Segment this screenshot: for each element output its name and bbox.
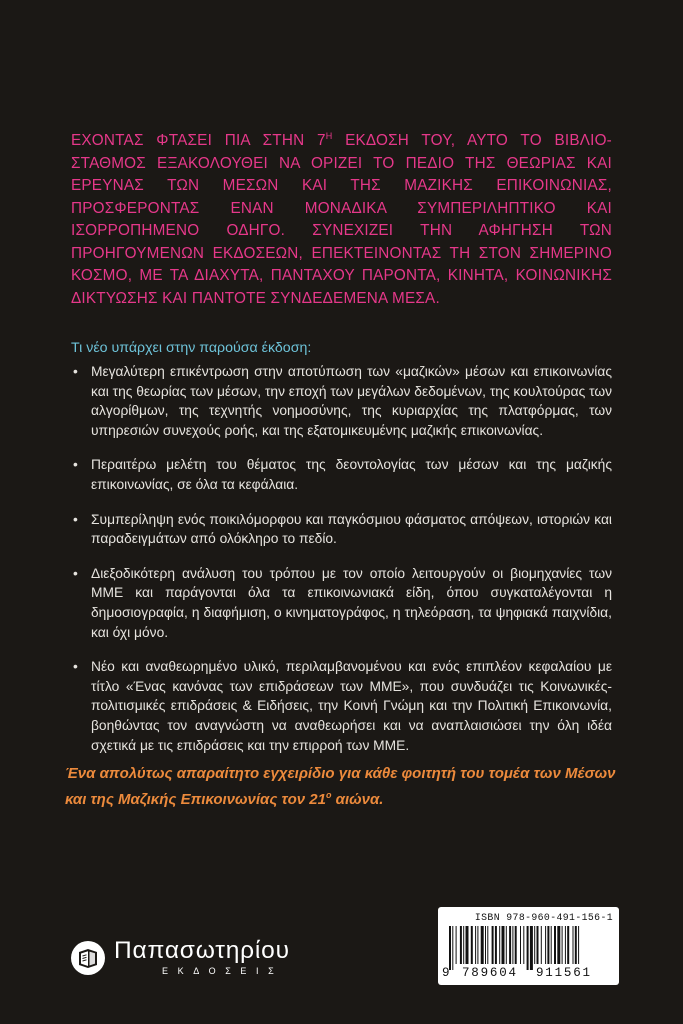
list-item-text: Μεγαλύτερη επικέντρωση στην αποτύπωση των «μαζικών» μέσων και επικοινωνίας και της θεωρίας των μέσων, την εποχή των μεγάλων δεδομένων, της κουλτούρας των αλγορίθμων, της τεχνητής νοημοσύνης, της κυριαρχίας της πλατφόρμας, των υπηρεσιών συνεχούς ροής, και της εξατομικευμένης μαζικής επικοινωνίας. <box>91 364 612 438</box>
barcode-panel <box>438 907 619 985</box>
barcode-digits-left: 789604 <box>462 966 518 980</box>
list-item <box>71 564 612 642</box>
isbn-label: ISBN 978-960-491-156-1 <box>474 912 613 923</box>
intro-superscript: Η <box>325 131 333 141</box>
tagline-text-a: και της Μαζικής Επικοινωνίας τον 21 <box>65 790 326 808</box>
tagline-text-b: αιώνα. <box>331 790 384 808</box>
list-item <box>71 657 612 755</box>
bullet-icon: • <box>73 565 78 581</box>
publisher-subtitle: ΕΚΔΟΣΕΙΣ <box>162 966 284 976</box>
tagline-line-1: Ένα απολύτως απαραίτητο εγχειρίδιο για κάθε φοιτητή του τομέα των Μέσων <box>65 765 616 782</box>
bullet-icon: • <box>73 364 78 379</box>
list-item-text: Διεξοδικότερη ανάλυση του τρόπου με τον οποίο λειτουργούν οι βιομηχανίες των ΜΜΕ και παράγονται όλα τα επικοινωνιακά είδη, όπου συγκαταλέγονται η δημοσιογραφία, η διαφήμιση, ο κινηματογράφος, η τηλεόραση, τα ψηφιακά παιχνίδια, και όχι μόνο. <box>91 565 612 640</box>
list-item-text: Συμπερίληψη ενός ποικιλόμορφου και παγκόσμιου φάσματος απόψεων, ιστοριών και παραδειγμάτων από ολόκληρο το πεδίο. <box>91 511 612 547</box>
book-circle-icon <box>70 940 106 976</box>
list-item-text: Νέο και αναθεωρημένο υλικό, περιλαμβανομένου και ενός επιπλέον κεφαλαίου με τίτλο «Ένας κανόνας των επιδράσεων των ΜΜΕ», που συνδυάζει τις Κοινωνικές-πολιτισμικές επιδράσεις & Ειδήσεις, την Κοινή Γνώμη και την Πολιτική Επικοινωνία, βοηθώντας τον αναγνώστη να αναθεωρήσει και να αναπλαισιώσει την όλη ιδέα σχετικά με τις επιδράσεις και την επιρροή των ΜΜΕ. <box>91 659 612 753</box>
bullet-icon: • <box>73 457 78 473</box>
barcode-graphic <box>448 926 611 970</box>
barcode-digit-first: 9 <box>442 966 450 980</box>
list-item <box>71 362 612 440</box>
list-item <box>71 455 612 494</box>
list-item <box>71 510 612 549</box>
publisher-name: Παπασωτηρίου <box>114 937 290 964</box>
barcode-digits-right: 911561 <box>536 966 592 980</box>
bullet-icon: • <box>73 659 78 675</box>
tagline <box>65 763 625 810</box>
publisher-logo <box>70 936 320 986</box>
bullet-icon: • <box>73 511 78 527</box>
new-features-heading: Τι νέο υπάρχει στην παρούσα έκδοση: <box>71 340 312 356</box>
intro-paragraph <box>71 130 612 310</box>
list-item-text: Περαιτέρω μελέτη του θέματος της δεοντολογίας των μέσων και της μαζικής επικοινωνίας, σε όλα τα κεφάλαια. <box>91 457 612 492</box>
tagline-superscript: ο <box>325 789 332 800</box>
intro-text-b: ΕΚΔΟΣΗ ΤΟΥ, ΑΥΤΟ ΤΟ ΒΙΒΛΙΟ-ΣΤΑΘΜΟΣ ΕΞΑΚΟΛΟΥΘΕΙ ΝΑ ΟΡΙΖΕΙ ΤΟ ΠΕΔΙΟ ΤΗΣ ΘΕΩΡΙΑΣ ΚΑΙ ΕΡΕΥΝΑΣ ΤΩΝ ΜΕΣΩΝ ΚΑΙ ΤΗΣ ΜΑΖΙΚΗΣ ΕΠΙΚΟΙΝΩΝΙΑΣ, ΠΡΟΣΦΕΡΟΝΤΑΣ ΕΝΑΝ ΜΟΝΑΔΙΚΑ ΣΥΜΠΕΡΙΛΗΠΤΙΚΟ ΚΑΙ ΙΣΟΡΡΟΠΗΜΕΝΟ ΟΔΗΓΟ. ΣΥΝΕΧΙΖΕΙ ΤΗΝ ΑΦΗΓΗΣΗ ΤΩΝ ΠΡΟΗΓΟΥΜΕΝΩΝ ΕΚΔΟΣΕΩΝ, ΕΠΕΚΤΕΙΝΟΝΤΑΣ ΤΗ ΣΤΟΝ ΣΗΜΕΡΙΝΟ ΚΟΣΜΟ, ΜΕ ΤΑ ΔΙΑΧΥΤΑ, ΠΑΝΤΑΧΟΥ ΠΑΡΟΝΤΑ, ΚΙΝΗΤΑ, ΚΟΙΝΩΝΙΚΗΣ ΔΙΚΤΥΩΣΗΣ ΚΑΙ ΠΑΝΤΟΤΕ ΣΥΝΔΕΔΕΜΕΝΑ ΜΕΣΑ. <box>71 132 612 307</box>
tagline-line-2 <box>65 785 625 811</box>
intro-text-a: ΕΧΟΝΤΑΣ ΦΤΑΣΕΙ ΠΙΑ ΣΤΗΝ 7 <box>71 132 326 149</box>
features-list <box>71 362 612 770</box>
